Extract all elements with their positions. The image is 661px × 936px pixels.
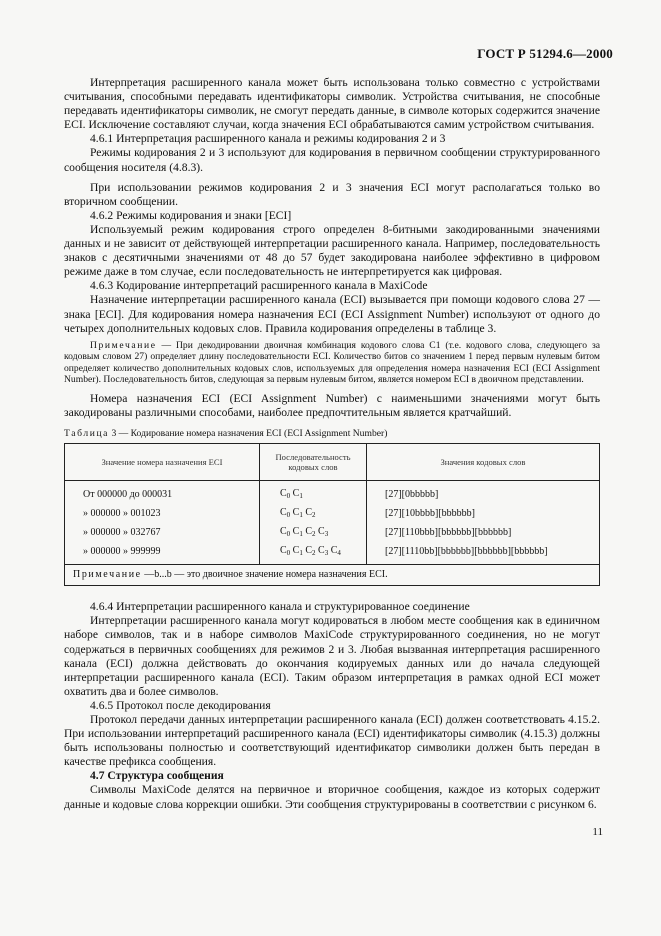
table-cell-sequence: $C_0$ $C_1$ bbox=[260, 481, 367, 505]
table-cell-range: » 000000 » 032767 bbox=[65, 523, 260, 542]
table-cell-sequence: $C_0$ $C_1$ $C_2$ bbox=[260, 504, 367, 523]
paragraph: Режимы кодирования 2 и 3 используют для кодирования в первичном сообщении структурированного сообщения носителя (4.8.3). bbox=[64, 146, 600, 174]
page-number: 11 bbox=[592, 826, 603, 838]
table-cell-bits: [27][10bbbb][bbbbbb] bbox=[367, 504, 600, 523]
note-text: — При декодировании двоичная комбинация кодового слова C1 (т.е. кодового слова, следующего за кодовым словом 27) определяет длину последовательности ECI. Количество битов со значением 1 перед первым нулевым битом определяет количество дополнительных кодовых слов, используемых для определения номера назначения ECI (ECI Assignment Number). Последовательность битов, следующая за первым нулевым битом, является номером ECI в двоичном представлении. bbox=[64, 339, 600, 386]
table-note bbox=[65, 565, 600, 586]
section-heading-4-6-4: 4.6.4 Интерпретации расширенного канала и структурированное соединение bbox=[90, 600, 470, 614]
table-cell-range: » 000000 » 999999 bbox=[65, 542, 260, 565]
section-heading-4-6-3: 4.6.3 Кодирование интерпретаций расширенного канала в MaxiCode bbox=[90, 279, 428, 293]
table-cell-bits: [27][110bbb][bbbbbb][bbbbbb] bbox=[367, 523, 600, 542]
section-heading-4-6-5: 4.6.5 Протокол после декодирования bbox=[90, 698, 271, 712]
table-note-label: Примечание bbox=[73, 569, 142, 581]
table-cell-range: От 000000 до 000031 bbox=[65, 481, 260, 505]
table-header-cell: Последовательность кодовых слов bbox=[260, 444, 367, 481]
table-row bbox=[65, 504, 600, 523]
section-heading-4-6-2: 4.6.2 Режимы кодирования и знаки [ECI] bbox=[90, 208, 292, 222]
table-cell-sequence: $C_0$ $C_1$ $C_2$ $C_3$ bbox=[260, 523, 367, 542]
table-cell-range: » 000000 » 001023 bbox=[65, 504, 260, 523]
paragraph: Интерпретация расширенного канала может быть использована только совместно с устройствами считывания, способными передавать идентификаторы символик. Устройства считывания, не способные передавать идентификаторы символик, не смогут передать данные, в символе которых содержится значение ECI. Исключение составляют случаи, когда значения ECI обрабатываются самим устройством считывания. bbox=[64, 76, 600, 132]
paragraph: Протокол передачи данных интерпретации расширенного канала (ECI) должен соответствовать 4.15.2. При использовании интерпретаций расширенного канала (ECI) идентификаторы символик (4.15.3) должны быть использованы полностью и соответствующий идентификатор символики должен быть передан в качестве префикса сообщения. bbox=[64, 713, 600, 769]
table-header-cell: Значения кодовых слов bbox=[367, 444, 600, 481]
table-row bbox=[65, 481, 600, 505]
table-cell-bits: [27][1110bb][bbbbbb][bbbbbb][bbbbbb] bbox=[367, 542, 600, 565]
section-heading-4-6-1: 4.6.1 Интерпретация расширенного канала и режимы кодирования 2 и 3 bbox=[90, 132, 446, 146]
table-cell-bits: [27][0bbbbb] bbox=[367, 481, 600, 505]
paragraph: Символы MaxiCode делятся на первичное и вторичное сообщения, каждое из которых содержит данные и кодовые слова коррекции ошибки. Эти сообщения структурированы в соответствии с рисунком 6. bbox=[64, 783, 600, 811]
paragraph: При использовании режимов кодирования 2 и 3 значения ECI могут располагаться только во вторичном сообщении. bbox=[64, 180, 600, 208]
paragraph: Интерпретации расширенного канала могут кодироваться в любом месте сообщения как в единичном наборе символов, так и в наборе символов MaxiCode структурированного соединения, но не могут содержаться в первичных сообщениях для режимов 2 и 3. Любая вызванная интерпретация расширенного канала (ECI) должна действовать до окончания кодируемых данных или до начала следующей интерпретации расширенного канала (ECI). Таким образом интерпретация в рамках одной ECI может охватить два и более символов. bbox=[64, 614, 600, 698]
table-note-text: —b...b — это двоичное значение номера назначения ECI. bbox=[141, 569, 388, 581]
eci-encoding-table bbox=[64, 443, 600, 586]
table-row bbox=[65, 523, 600, 542]
paragraph: Используемый режим кодирования строго определен 8-битными закодированными значениями данных и не зависит от действующей интерпретации расширенного канала. Например, последовательность знаков с десятичными значениями от 48 до 57 будет закодирована наиболее эффективно в цифровом режиме даже в том случае, если последовательность не интерпретируется как цифровая. bbox=[64, 222, 600, 279]
table-caption-label: Таблица bbox=[64, 428, 110, 440]
table-caption-text: 3 — Кодирование номера назначения ECI (ECI Assignment Number) bbox=[109, 428, 388, 440]
table-row bbox=[65, 542, 600, 565]
section-heading-4-7: 4.7 Структура сообщения bbox=[90, 769, 224, 783]
table-caption bbox=[64, 428, 600, 440]
note-block bbox=[64, 340, 600, 386]
page-content bbox=[64, 76, 600, 812]
table-note-row bbox=[65, 565, 600, 586]
table-cell-sequence: $C_0$ $C_1$ $C_2$ $C_3$ $C_4$ bbox=[260, 542, 367, 565]
standard-header: ГОСТ Р 51294.6—2000 bbox=[477, 46, 613, 61]
paragraph: Назначение интерпретации расширенного канала (ECI) вызывается при помощи кодового слова 27 — знака [ECI]. Для кодирования номера назначения ECI (ECI Assignment Number) используют от одного до четырех дополнительных кодовых слов. Правила кодирования определены в таблице 3. bbox=[64, 293, 600, 335]
paragraph: Номера назначения ECI (ECI Assignment Number) с наименьшими значениями могут быть закодированы различными способами, наиболее предпочтительным является кратчайший. bbox=[64, 392, 600, 420]
note-label: Примечание bbox=[90, 339, 157, 351]
table-header-cell: Значение номера назначения ECI bbox=[65, 444, 260, 481]
table-header-row bbox=[65, 444, 600, 481]
